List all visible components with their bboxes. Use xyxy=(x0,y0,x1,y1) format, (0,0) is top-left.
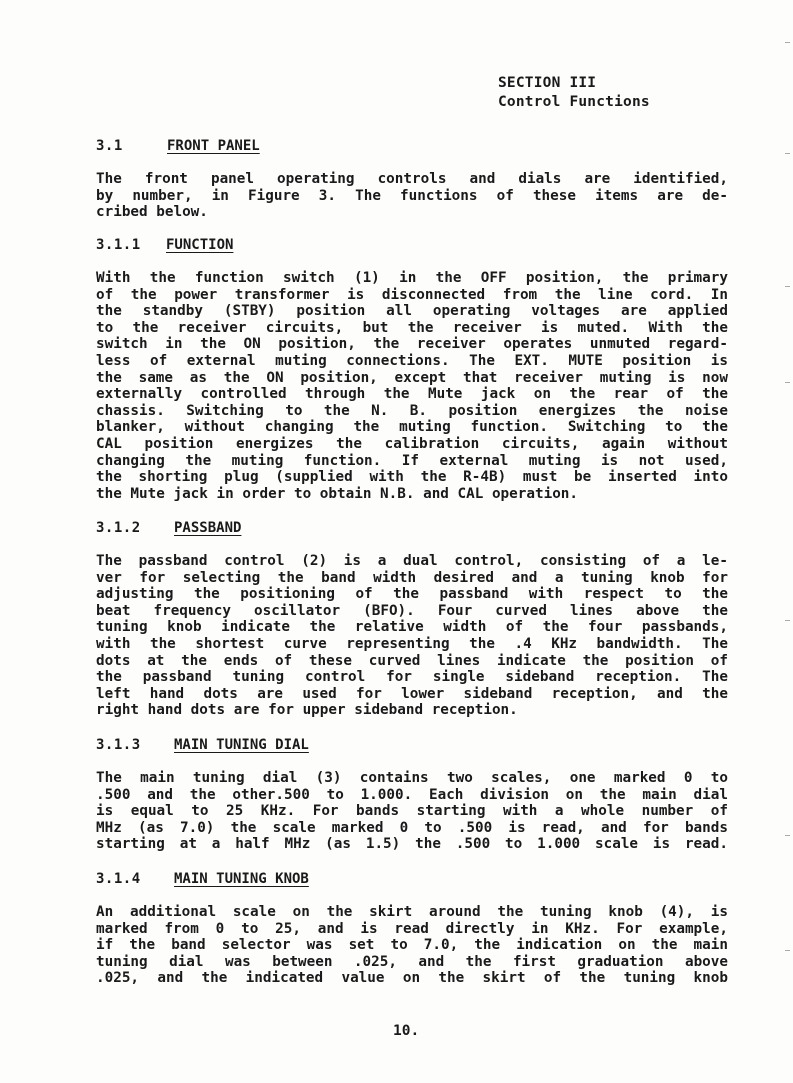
scan-edge-mark xyxy=(785,835,790,836)
heading-number: 3.1 xyxy=(96,138,123,154)
text-line: to the receiver circuits, but the receiver is muted. With the xyxy=(96,319,728,336)
text-line: with the shortest curve representing the .4 KHz bandwidth. The xyxy=(96,635,728,652)
text-line: The main tuning dial (3) contains two scales, one marked 0 to xyxy=(96,770,728,786)
text-line: switch in the ON position, the receiver operates unmuted regard- xyxy=(96,336,728,353)
text-line: left hand dots are used for lower sideband reception, and the xyxy=(96,685,728,702)
text-line: of the power transformer is disconnected from the line cord. In xyxy=(96,286,728,303)
heading-front-panel xyxy=(96,137,260,155)
section-header xyxy=(498,74,650,112)
text-line: With the function switch (1) in the OFF position, the primary xyxy=(96,270,728,286)
section-title: Control Functions xyxy=(498,94,650,110)
text-line: by number, in Figure 3. The functions of these items are de- xyxy=(96,187,728,204)
text-line: tuning knob indicate the relative width of the four passbands, xyxy=(96,619,728,636)
paragraph-passband xyxy=(96,553,728,719)
heading-number: 3.1.4 xyxy=(96,871,141,887)
heading-title: FRONT PANEL xyxy=(167,138,260,154)
paragraph-main-tuning-knob xyxy=(96,904,728,987)
text-line: The passband control (2) is a dual control, consisting of a le- xyxy=(96,553,728,569)
heading-function xyxy=(96,236,234,254)
text-line: is equal to 25 KHz. For bands starting with a whole number of xyxy=(96,803,728,820)
section-number: SECTION III xyxy=(498,75,597,91)
text-line: if the band selector was set to 7.0, the indication on the main xyxy=(96,937,728,954)
text-line: beat frequency oscillator (BFO). Four curved lines above the xyxy=(96,602,728,619)
text-line: An additional scale on the skirt around the tuning knob (4), is xyxy=(96,904,728,920)
paragraph-main-tuning-dial xyxy=(96,770,728,853)
text-line: the Mute jack in order to obtain N.B. and CAL operation. xyxy=(96,485,579,502)
text-line: dots at the ends of these curved lines indicate the position of xyxy=(96,652,728,669)
text-line: the standby (STBY) position all operating voltages are applied xyxy=(96,303,728,320)
text-line: right hand dots are for upper sideband reception. xyxy=(96,702,518,719)
heading-title: MAIN TUNING KNOB xyxy=(174,871,309,887)
heading-number: 3.1.2 xyxy=(96,520,141,536)
scan-edge-mark xyxy=(785,42,790,43)
page-number: 10. xyxy=(393,1023,420,1039)
text-line: chassis. Switching to the N. B. position energizes the noise xyxy=(96,402,728,419)
heading-main-tuning-dial xyxy=(96,736,309,754)
text-line: ver for selecting the band width desired and a tuning knob for xyxy=(96,569,728,586)
text-line: externally controlled through the Mute jack on the rear of the xyxy=(96,386,728,403)
text-line: the same as the ON position, except that receiver muting is now xyxy=(96,369,728,386)
scan-edge-mark xyxy=(785,286,790,287)
text-line: CAL position energizes the calibration circuits, again without xyxy=(96,435,728,452)
text-line: tuning dial was between .025, and the first graduation above xyxy=(96,953,728,970)
heading-title: MAIN TUNING DIAL xyxy=(174,737,309,753)
text-line: starting at a half MHz (as 1.5) the .500 to 1.000 scale is read. xyxy=(96,836,728,853)
text-line: less of external muting connections. The EXT. MUTE position is xyxy=(96,352,728,369)
heading-number: 3.1.1 xyxy=(96,237,141,253)
scan-edge-mark xyxy=(785,620,790,621)
text-line: cribed below. xyxy=(96,204,208,221)
heading-main-tuning-knob xyxy=(96,870,309,888)
text-line: .500 and the other.500 to 1.000. Each division on the main dial xyxy=(96,786,728,803)
text-line: marked from 0 to 25, and is read directly in KHz. For example, xyxy=(96,920,728,937)
paragraph-function xyxy=(96,270,728,502)
heading-title: PASSBAND xyxy=(174,520,242,536)
text-line: MHz (as 7.0) the scale marked 0 to .500 is read, and for bands xyxy=(96,819,728,836)
text-line: the shorting plug (supplied with the R-4B) must be inserted into xyxy=(96,469,728,486)
text-line: adjusting the positioning of the passband with respect to the xyxy=(96,586,728,603)
text-line: changing the muting function. If external muting is not used, xyxy=(96,452,728,469)
scan-edge-mark xyxy=(785,153,790,154)
heading-passband xyxy=(96,519,242,537)
text-line: the passband tuning control for single sideband reception. The xyxy=(96,669,728,686)
scan-edge-mark xyxy=(785,950,790,951)
heading-number: 3.1.3 xyxy=(96,737,141,753)
scan-edge-mark xyxy=(785,382,790,383)
text-line: blanker, without changing the muting function. Switching to the xyxy=(96,419,728,436)
heading-title: FUNCTION xyxy=(166,237,234,253)
paragraph-front-panel xyxy=(96,171,728,221)
text-line: .025, and the indicated value on the skirt of the tuning knob xyxy=(96,970,728,987)
text-line: The front panel operating controls and dials are identified, xyxy=(96,171,728,187)
